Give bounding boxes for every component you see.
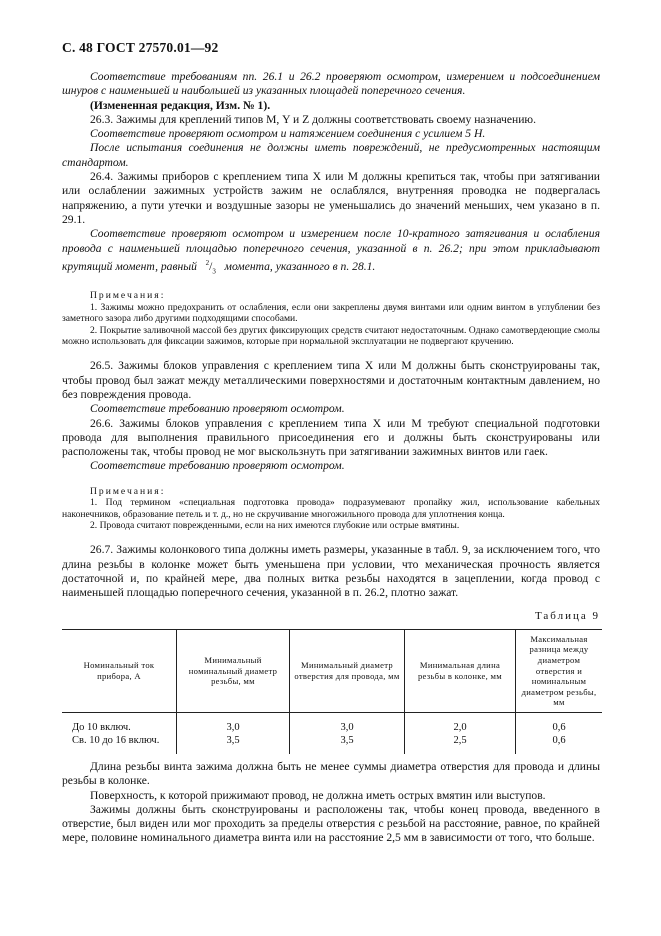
table-cell: 3,0 [290,713,405,735]
table-cell: 0,6 [516,735,603,755]
table-cell: 0,6 [516,713,603,735]
table-row [62,713,602,735]
note-item: 2. Покрытие заливочной массой без других фиксирующих средств считают недостаточным. Однако самотвердеющие смолы можно использовать для фиксации зажимов, которые при нормальной эксплуатации не подвергают кручению. [62,324,600,347]
clause-26-4: 26.4. Зажимы приборов с креплением типа X или М должны крепиться так, чтобы при затягивании или ослаблении зажимных устройств зажим не ослаблялся, внутренняя проводка не подвергалась напряжению, а пути утечки и воздушные зазоры не уменьшались до значений меньших, чем указано в п. 29.1. [62,170,600,226]
page-header: С. 48 ГОСТ 27570.01—92 [62,40,219,55]
table-cell: До 10 включ. [72,722,131,733]
notes-block [62,486,600,532]
paragraph: Соответствие требованиям пп. 26.1 и 26.2 проверяют осмотром, измерением и подсоединением шнуров с наименьшей и наибольшей из указанных площадей поперечного сечения. [62,70,600,98]
paragraph: Поверхность, к которой прижимают провод, не должна иметь острых вмятин или выступов. [90,788,546,802]
clause-26-7: 26.7. Зажимы колонкового типа должны иметь размеры, указанные в табл. 9, за исключением того, что длина резьбы в колонке может быть уменьшена при условии, что механическая прочность является достаточной и, по крайней мере, два полных витка резьбы находятся в зацеплении, когда провод с наименьшей площадью поперечного сечения, указанной в п. 26.2, плотно зажат. [62,543,600,600]
notes-block [62,290,600,347]
table-cell: 3,0 [177,713,290,735]
table-header-cell: Минимальная длина резьбы в колонке, мм [405,629,516,712]
paragraph-part: Соответствие проверяют осмотром и измерением после 10-кратного затягивания и ослабления провода с наименьшей площадью поперечного сечения, указанной в п. 26.2; при этом прикладывают крутящий момент, равный [62,227,600,273]
clause-26-5: 26.5. Зажимы блоков управления с креплением типа X или М должны быть сконструированы так, чтобы провод был зажат между металлическими поверхностями и достаточным контактным давлением, но без повреждения провода. [62,359,600,401]
paragraph [62,227,600,278]
table-cell: 3,5 [177,735,290,755]
table-cell: Св. 10 до 16 включ. [72,734,160,746]
table-header-cell: Минимальный диаметр отверстия для провода, мм [290,629,405,712]
paragraph: Соответствие требованию проверяют осмотром. [90,402,345,416]
paragraph: Зажимы должны быть сконструированы и расположены так, чтобы конец провода, введенного в отверстие, был виден или мог проходить за пределы отверстия с резьбой на расстояние, равное, по крайней мере, половине номинального диаметра винта или на расстояние 2,5 мм в зависимости от того, что больше. [62,802,600,845]
table-header-cell: Номинальный ток прибора, А [62,629,177,712]
table-cell: 3,5 [290,735,405,755]
note-item: 1. Под термином «специальная подготовка провода» подразумевают пропайку жил, использование кабельных наконечников, образование петель и т. д., но не скручивание многожильного провода для уплотнения конца. [62,497,600,520]
fraction-numerator: 2 [205,258,210,267]
clause-26-6: 26.6. Зажимы блоков управления с креплением типа X или М требуют специальной подготовки провода для выполнения правильного присоединения его и должны быть сконструированы или расположены так, чтобы провод не мог выскользнуть при затягивании зажимных винтов или гаек. [62,416,600,459]
paragraph-part: момента, указанного в п. 28.1. [224,259,376,273]
clause-26-3: 26.3. Зажимы для креплений типов М, Y и Z должны соответствовать своему назначению. [90,112,536,126]
page-content [62,70,600,846]
notes-title: Примечания: [90,290,166,302]
table-9 [62,629,602,754]
notes-title: Примечания: [90,485,166,497]
paragraph: Соответствие требованию проверяют осмотром. [90,459,345,473]
amendment-note: (Измененная редакция, Изм. № 1). [90,98,271,112]
table-caption: Таблица 9 [534,609,600,622]
table-header-cell: Максимальная разница между диаметром отверстия и номинальным диаметром резьбы, мм [516,629,603,712]
table-cell: 2,0 [405,713,516,735]
note-item: 2. Провода считают поврежденными, если на них имеются глубокие или острые вмятины. [90,519,460,531]
fraction: $^2/_3$ [205,258,216,276]
table-cell: 2,5 [405,735,516,755]
table-header-row [62,629,602,712]
paragraph: После испытания соединения не должны иметь повреждений, не предусмотренных настоящим стандартом. [62,141,600,169]
fraction-denominator: 3 [212,267,216,276]
note-item: 1. Зажимы можно предохранить от ослабления, если они закреплены двумя винтами или одним винтом в углублении без заметного зазора либо другими подходящими способами. [62,301,600,325]
table-row [62,735,602,755]
table-header-cell: Минимальный номинальный диаметр резьбы, мм [177,629,290,712]
paragraph: Длина резьбы винта зажима должна быть не менее суммы диаметра отверстия для провода и длины резьбы в колонке. [62,760,600,788]
paragraph: Соответствие проверяют осмотром и натяжением соединения с усилием 5 Н. [90,127,486,141]
